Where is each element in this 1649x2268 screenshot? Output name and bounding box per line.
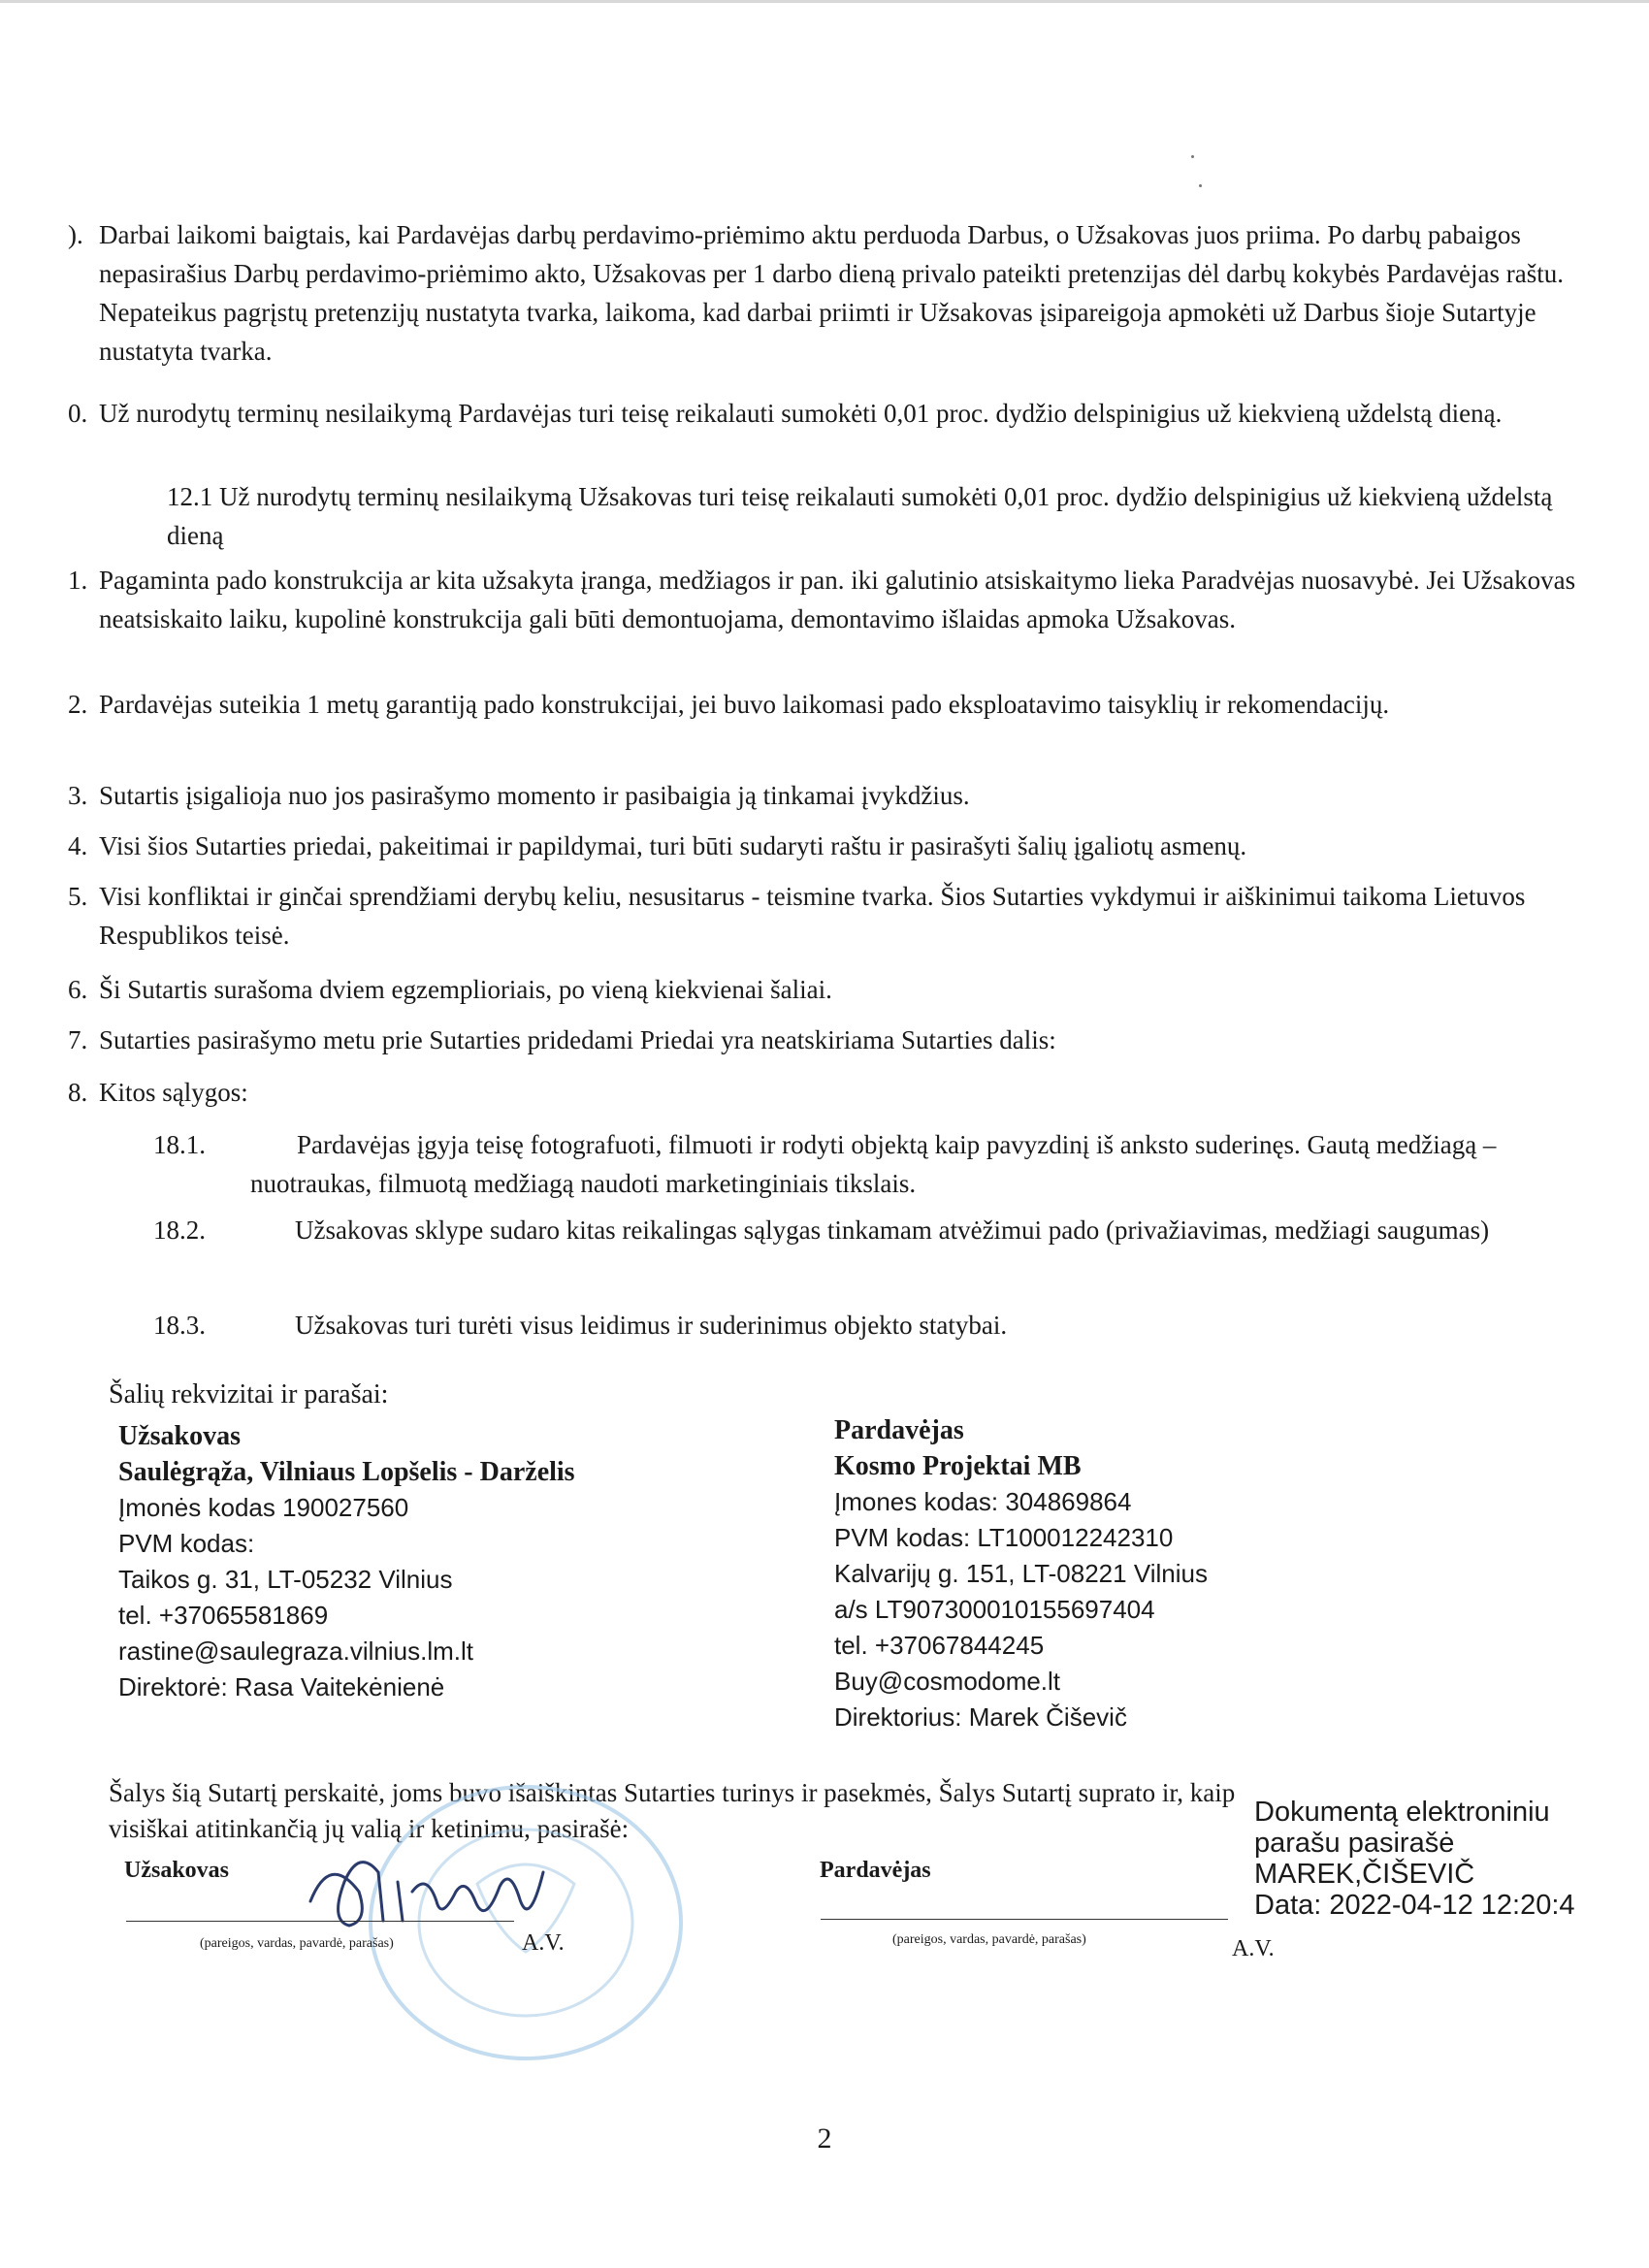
electronic-signature-note — [1254, 1797, 1575, 1921]
seller-requisites — [834, 1412, 1533, 1735]
seller-av: A.V. — [1232, 1936, 1275, 1961]
clause-14 — [68, 826, 1591, 865]
clause-11 — [68, 561, 1591, 638]
seller-signature-line — [821, 1919, 1228, 1920]
clause-number: 8. — [68, 1078, 88, 1107]
esig-line-2: parašu pasirašė — [1254, 1828, 1455, 1859]
clause-text: 12.1 Už nurodytų terminų nesilaikymą Užsakovas turi teisę reikalauti sumokėti 0,01 proc. dydžio delspinigius už kiekvieną uždelstą dieną — [167, 482, 1553, 550]
clause-number: 1. — [68, 566, 88, 595]
clause-16 — [68, 970, 1591, 1009]
subclause-18-3 — [153, 1306, 1599, 1345]
subclause-number: 18.1. — [153, 1130, 206, 1159]
clause-number: 0. — [68, 399, 88, 428]
clause-12 — [68, 685, 1591, 724]
buyer-email: rastine@saulegraza.vilnius.lm.lt — [118, 1636, 473, 1666]
clause-text: Sutarties pasirašymo metu prie Sutarties pridedami Priedai yra neatskiriama Sutarties dalis: — [99, 1025, 1056, 1054]
buyer-signature-line — [126, 1921, 514, 1922]
buyer-phone: tel. +37065581869 — [118, 1601, 329, 1630]
seller-signature-caption: (pareigos, vardas, pavardė, parašas) — [892, 1932, 1086, 1947]
clause-number: ). — [68, 220, 83, 249]
subclause-text: Užsakovas sklype sudaro kitas reikalingas sąlygas tinkamam atvėžimui pado (privažiavimas, medžiagi saugumas) — [295, 1215, 1490, 1245]
clause-text: Visi šios Sutarties priedai, pakeitimai ir papildymai, turi būti sudaryti raštu ir pasirašyti šalių įgaliotų asmenų. — [99, 831, 1247, 860]
clause-17 — [68, 1021, 1591, 1059]
seller-vat: PVM kodas: LT100012242310 — [834, 1523, 1174, 1552]
clause-text: Kitos sąlygos: — [99, 1078, 248, 1107]
seller-email: Buy@cosmodome.lt — [834, 1667, 1061, 1696]
page-top-edge — [0, 0, 1649, 3]
page-number: 2 — [817, 2122, 832, 2155]
subclause-18-2 — [153, 1211, 1599, 1249]
buyer-signature-caption: (pareigos, vardas, pavardė, parašas) — [200, 1936, 394, 1951]
subclause-text: Užsakovas turi turėti visus leidimus ir suderinimus objekto statybai. — [295, 1311, 1008, 1340]
subclause-number: 18.2. — [153, 1215, 206, 1245]
clause-number: 3. — [68, 781, 88, 810]
seller-phone: tel. +37067844245 — [834, 1631, 1045, 1660]
buyer-vat: PVM kodas: — [118, 1529, 255, 1558]
clause-9 — [68, 215, 1591, 371]
esig-line-4: Data: 2022-04-12 12:20:4 — [1254, 1890, 1575, 1921]
buyer-director: Direktorė: Rasa Vaitekėnienė — [118, 1672, 445, 1701]
seller-signature-label: Pardavėjas — [820, 1858, 931, 1883]
clause-18 — [68, 1073, 1591, 1112]
clause-15 — [68, 877, 1591, 955]
scan-speck — [1191, 155, 1194, 158]
clause-text: Darbai laikomi baigtais, kai Pardavėjas darbų perdavimo-priėmimo aktu perduoda Darbus, o Užsakovas juos priima. Po darbų pabaigos nepasirašius Darbų perdavimo-priėmimo akto, Užsakovas per 1 darbo dieną privalo pateikti pretenzijas dėl darbų kokybės Pardavėjas raštu. Nepateikus pagrįstų pretenzijų nustatyta tvarka, laikoma, kad darbai priimti ir Užsakovas įsipareigoja apmokėti už Darbus šioje Sutartyje nustatyta tvarka. — [99, 220, 1565, 366]
clause-number: 2. — [68, 690, 88, 719]
clause-text: Ši Sutartis surašoma dviem egzemplioriais, po vieną kiekvienai šaliai. — [99, 975, 832, 1004]
seller-name: Kosmo Projektai MB — [834, 1451, 1082, 1481]
subclause-18-1 — [153, 1125, 1599, 1203]
clause-text: Pagaminta pado konstrukcija ar kita užsakyta įranga, medžiagos ir pan. iki galutinio atsiskaitymo lieka Paradvėjas nuosavybė. Jei Užsakovas neatsiskaito laiku, kupolinė konstrukcija gali būti demontuojama, demontavimo išlaidas apmoka Užsakovas. — [99, 566, 1576, 633]
buyer-code: Įmonės kodas 190027560 — [118, 1493, 409, 1522]
esig-line-1: Dokumentą elektroniniu — [1254, 1797, 1550, 1828]
clause-13 — [68, 776, 1591, 815]
clause-number: 7. — [68, 1025, 88, 1054]
seller-role: Pardavėjas — [834, 1415, 964, 1445]
seller-account: a/s LT907300010155697404 — [834, 1595, 1155, 1624]
clause-text: Pardavėjas suteikia 1 metų garantiją pado konstrukcijai, jei buvo laikomasi pado eksploatavimo taisyklių ir rekomendacijų. — [99, 690, 1390, 719]
seller-director: Direktorius: Marek Čiševič — [834, 1702, 1127, 1732]
clause-text: Už nurodytų terminų nesilaikymą Pardavėjas turi teisę reikalauti sumokėti 0,01 proc. dydžio delspinigius už kiekvieną uždelstą dieną. — [99, 399, 1503, 428]
esig-line-3: MAREK,ČIŠEVIČ — [1254, 1859, 1475, 1890]
subclause-number: 18.3. — [153, 1311, 206, 1340]
clause-text: Sutartis įsigalioja nuo jos pasirašymo momento ir pasibaigia ją tinkamai įvykdžius. — [99, 781, 970, 810]
closing-statement: Šalys šią Sutartį perskaitė, joms buvo išaiškintas Sutarties turinys ir pasekmės, Šalys Sutartį suprato ir, kaip visiškai atitinkančią jų valią ir ketinimu, pasirašė: — [109, 1778, 1236, 1843]
clause-10 — [68, 394, 1591, 433]
scan-speck — [1199, 184, 1202, 187]
clause-number: 4. — [68, 831, 88, 860]
buyer-signature-label: Užsakovas — [124, 1858, 230, 1883]
buyer-role: Užsakovas — [118, 1421, 242, 1451]
subclause-text: Pardavėjas įgyja teisę fotografuoti, filmuoti ir rodyti objektą kaip pavyzdinį iš anksto suderinęs. Gautą medžiagą – nuotraukas, filmuotą medžiagą naudoti marketinginiais tikslais. — [250, 1130, 1497, 1198]
requisites-title: Šalių rekvizitai ir parašai: — [109, 1379, 389, 1409]
buyer-av: A.V. — [522, 1930, 565, 1956]
buyer-name: Saulėgrąža, Vilniaus Lopšelis - Darželis — [118, 1457, 575, 1487]
clause-number: 6. — [68, 975, 88, 1004]
buyer-address: Taikos g. 31, LT-05232 Vilnius — [118, 1565, 453, 1594]
seller-address: Kalvarijų g. 151, LT-08221 Vilnius — [834, 1559, 1208, 1588]
clause-12-1 — [68, 477, 1591, 555]
buyer-requisites — [118, 1418, 720, 1705]
seller-code: Įmones kodas: 304869864 — [834, 1487, 1132, 1516]
clause-text: Visi konfliktai ir ginčai sprendžiami derybų keliu, nesusitarus - teismine tvarka. Šios Sutarties vykdymui ir aiškinimui taikoma Lietuvos Respublikos teisė. — [99, 882, 1526, 950]
clause-number: 5. — [68, 882, 88, 911]
handwritten-signature-icon — [291, 1833, 582, 1940]
